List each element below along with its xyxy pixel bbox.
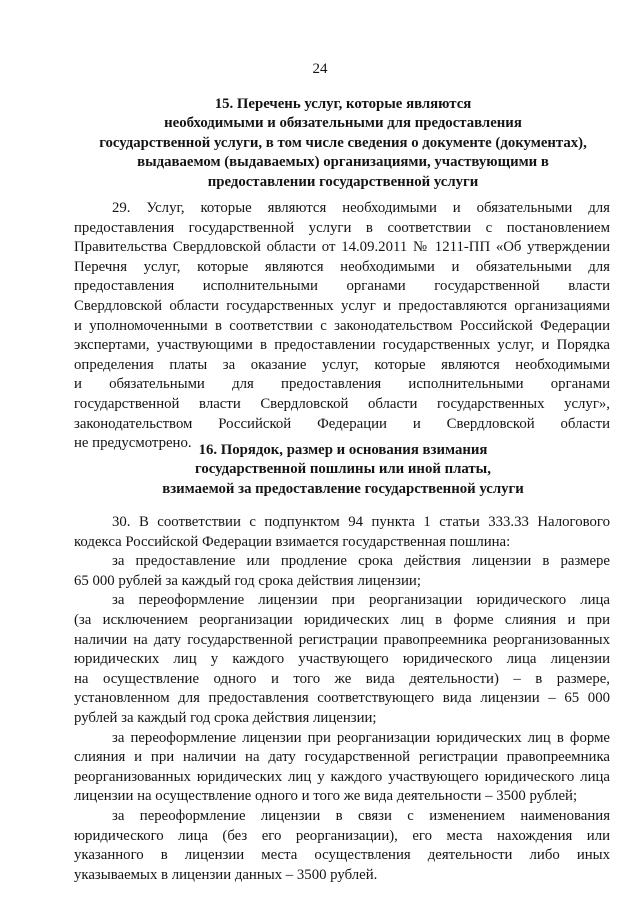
paragraph-line: и уполномоченными в соответствии с законодательством Российской Федерации — [74, 317, 610, 334]
paragraph-line: 30. В соответствии с подпунктом 94 пункта 1 статьи 333.33 Налогового — [112, 514, 610, 530]
paragraph-line: Перечня услуг, которые являются необходимыми и обязательными для — [74, 258, 610, 275]
paragraph-line: за предоставление или продление срока действия лицензии в размере — [112, 553, 610, 570]
paragraph-line: реорганизованных юридических лиц у каждого участвующего юридического лица — [74, 768, 610, 785]
paragraph-line: предоставления государственной услуги в соответствии с постановлением — [74, 219, 610, 236]
paragraph-line: кодекса Российской Федерации взимается государственная пошлина: — [74, 533, 511, 550]
heading-line: 15. Перечень услуг, которые являются — [214, 96, 472, 112]
paragraph-line: наличии на дату государственной регистрации правопреемника реорганизованных — [74, 631, 610, 648]
paragraph-line: за переоформление лицензии при реорганизации юридических лиц в форме — [112, 729, 610, 746]
paragraph-line: за переоформление лицензии в связи с изменением наименования — [112, 807, 610, 824]
paragraph-line: юридического лица (без его реорганизации), его места нахождения или — [74, 827, 610, 844]
paragraph-line: лицензии на осуществление одного и того же вида деятельности – 3500 рублей; — [74, 788, 578, 805]
paragraph-line: на осуществление одного и того же вида деятельности) – в размере, — [74, 670, 610, 687]
heading-line: взимаемой за предоставление государственной услуги — [162, 480, 524, 497]
heading-line: необходимыми и обязательными для предоставления — [164, 115, 522, 132]
paragraph-line: указываемых в лицензии данных – 3500 рублей. — [74, 866, 378, 883]
page-number: 24 — [312, 61, 328, 77]
heading-line: государственной пошлины или иной платы, — [195, 461, 491, 478]
paragraph-line: установленном для предоставления соответствующего вида лицензии – 65 000 — [74, 690, 610, 707]
paragraph-29 — [74, 199, 610, 454]
paragraph-line: юридических лиц у каждого участвующего юридического лица лицензии — [74, 651, 610, 668]
paragraph-line: государственной власти Свердловской области государственных услуг», — [74, 395, 610, 412]
paragraph-line: экспертами, участвующими в предоставлении государственных услуг, и Порядка — [74, 337, 610, 354]
paragraph-line: 29. Услуг, которые являются необходимыми и обязательными для — [112, 200, 610, 216]
paragraph-line: предоставления исполнительными органами государственной власти — [74, 278, 610, 295]
heading-line: государственной услуги, в том числе сведения о документе (документах), — [99, 134, 587, 151]
heading-line: выдаваемом (выдаваемых) организациями, участвующими в — [137, 154, 549, 171]
heading-line: предоставлении государственной услуги — [207, 173, 479, 190]
paragraph-line: 65 000 рублей за каждый год срока действия лицензии; — [74, 572, 421, 589]
paragraph-line: законодательством Российской Федерации и Свердловской области — [74, 415, 610, 432]
paragraph-line: слияния и при наличии на дату государственной регистрации правопреемника — [74, 749, 610, 766]
heading-line: 16. Порядок, размер и основания взимания — [198, 442, 488, 458]
paragraph-line: указанного в лицензии места осуществления деятельности либо иных — [74, 847, 610, 864]
paragraph-line: (за исключением реорганизации юридических лиц в форме слияния и при — [74, 611, 610, 628]
paragraph-line: определения платы за оказание услуг, которые являются необходимыми — [74, 356, 610, 373]
paragraph-line: Свердловской области государственных услуг и предоставляются организациями — [74, 297, 610, 314]
paragraph-line: рублей за каждый год срока действия лицензии; — [74, 709, 377, 726]
section-15-heading — [70, 95, 616, 192]
paragraph-line: не предусмотрено. — [74, 435, 192, 452]
paragraph-30 — [74, 513, 610, 885]
paragraph-line: за переоформление лицензии при реорганизации юридического лица — [112, 592, 610, 609]
paragraph-line: Правительства Свердловской области от 14.09.2011 № 1211-ПП «Об утверждении — [74, 239, 610, 256]
section-16-heading — [70, 441, 616, 499]
paragraph-line: и обязательными для предоставления исполнительными органами — [74, 376, 610, 393]
